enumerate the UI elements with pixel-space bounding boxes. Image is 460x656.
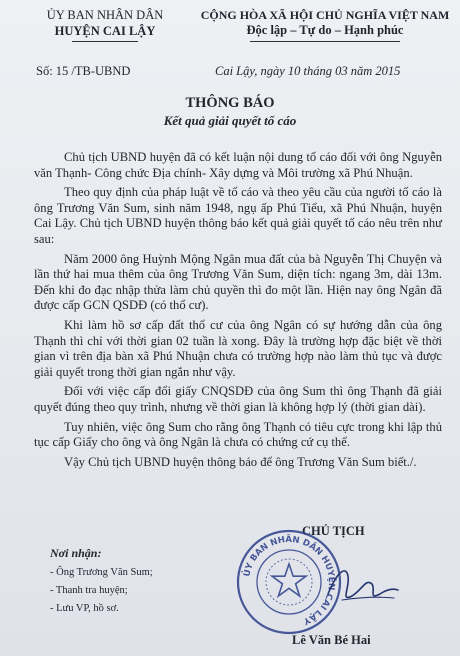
handwritten-signature bbox=[322, 560, 402, 610]
signer-name: Lê Văn Bé Hai bbox=[292, 633, 371, 647]
document-subtitle: Kết quả giải quyết tố cáo bbox=[163, 113, 297, 128]
nation-heading: CỘNG HÒA XÃ HỘI CHỦ NGHĨA VIỆT NAM bbox=[200, 8, 450, 22]
body-paragraph: Khi làm hồ sơ cấp đất thổ cư của ông Ngân có sự hướng dẫn của ông Thạnh thì chỉ với thời gian 02 tuần là xong. Đây là trường hợp đặc biệt về thời gian vì trên địa bàn xã Phú Nhuận chưa có trường hợp nào làm thủ tục và được giải quyết trong thời gian ngắn như vậy. bbox=[34, 317, 442, 379]
recipients-list bbox=[50, 564, 153, 618]
body-paragraph: Vậy Chủ tịch UBND huyện thông báo để ông Trương Văn Sum biết./. bbox=[64, 454, 417, 469]
recipient-item: - Lưu VP, hồ sơ. bbox=[50, 603, 119, 614]
org-name-line2: HUYỆN CAI LẬY bbox=[54, 24, 156, 38]
signer-title: CHỦ TỊCH bbox=[302, 524, 365, 538]
document-number: Số: 15 /TB-UBND bbox=[36, 64, 131, 78]
body-paragraph: Năm 2000 ông Huỳnh Mộng Ngân mua đất của bà Nguyễn Thị Chuyện và lần thứ hai mua thêm của ông Trương Văn Sum, diện tích: ngang 3m, dài 13m. Đến khi đo đạc nhập thửa làm chủ quyền thì đo một lần. Hiện nay ông Ngân đã được cấp GCN QSDĐ (có thổ cư). bbox=[34, 251, 442, 313]
place-date: Cai Lậy, ngày 10 tháng 03 năm 2015 bbox=[215, 64, 401, 78]
document-body bbox=[34, 150, 442, 474]
recipient-item: - Thanh tra huyện; bbox=[50, 585, 128, 596]
body-paragraph: Tuy nhiên, việc ông Sum cho rằng ông Thạnh có tiêu cực trong khi lập thủ tục cấp Giấy cho ông và ông Ngân là chưa có chứng cứ cụ thể. bbox=[34, 419, 442, 450]
nation-motto: Độc lập – Tự do – Hạnh phúc bbox=[246, 23, 404, 37]
body-paragraph: Đối với việc cấp đổi giấy CNQSDĐ của ông Sum thì ông Thạnh đã giải quyết đúng theo quy trình, nhưng về thời gian là không hợp lý (thời gian dài). bbox=[34, 384, 442, 414]
recipient-item: - Ông Trương Văn Sum; bbox=[50, 567, 153, 578]
body-paragraph: Chủ tịch UBND huyện đã có kết luận nội dung tố cáo đối với ông Nguyễn văn Thạnh- Công chức Địa chính- Xây dựng và Môi trường xã Phú Nhuận. bbox=[34, 150, 442, 180]
org-underline bbox=[72, 41, 138, 42]
motto-underline bbox=[250, 41, 400, 42]
org-name-line1: ỦY BAN NHÂN DÂN bbox=[46, 8, 164, 22]
document-title: THÔNG BÁO bbox=[185, 95, 275, 111]
recipients-title: Nơi nhận: bbox=[50, 546, 102, 560]
body-paragraph: Theo quy định của pháp luật về tố cáo và theo yêu cầu của người tố cáo là ông Trương Văn Sum, sinh năm 1948, ngụ ấp Phú Tiểu, xã Phú Nhuận, huyện Cai Lậy. Chủ tịch UBND huyện thông báo kết quả giải quyết tố cáo nêu trên như sau: bbox=[34, 185, 442, 246]
svg-text:ỦY BAN NHÂN DÂN HUYỆN CAI LẬY: ỦY BAN NHÂN DÂN HUYỆN CAI LẬY bbox=[242, 534, 337, 626]
